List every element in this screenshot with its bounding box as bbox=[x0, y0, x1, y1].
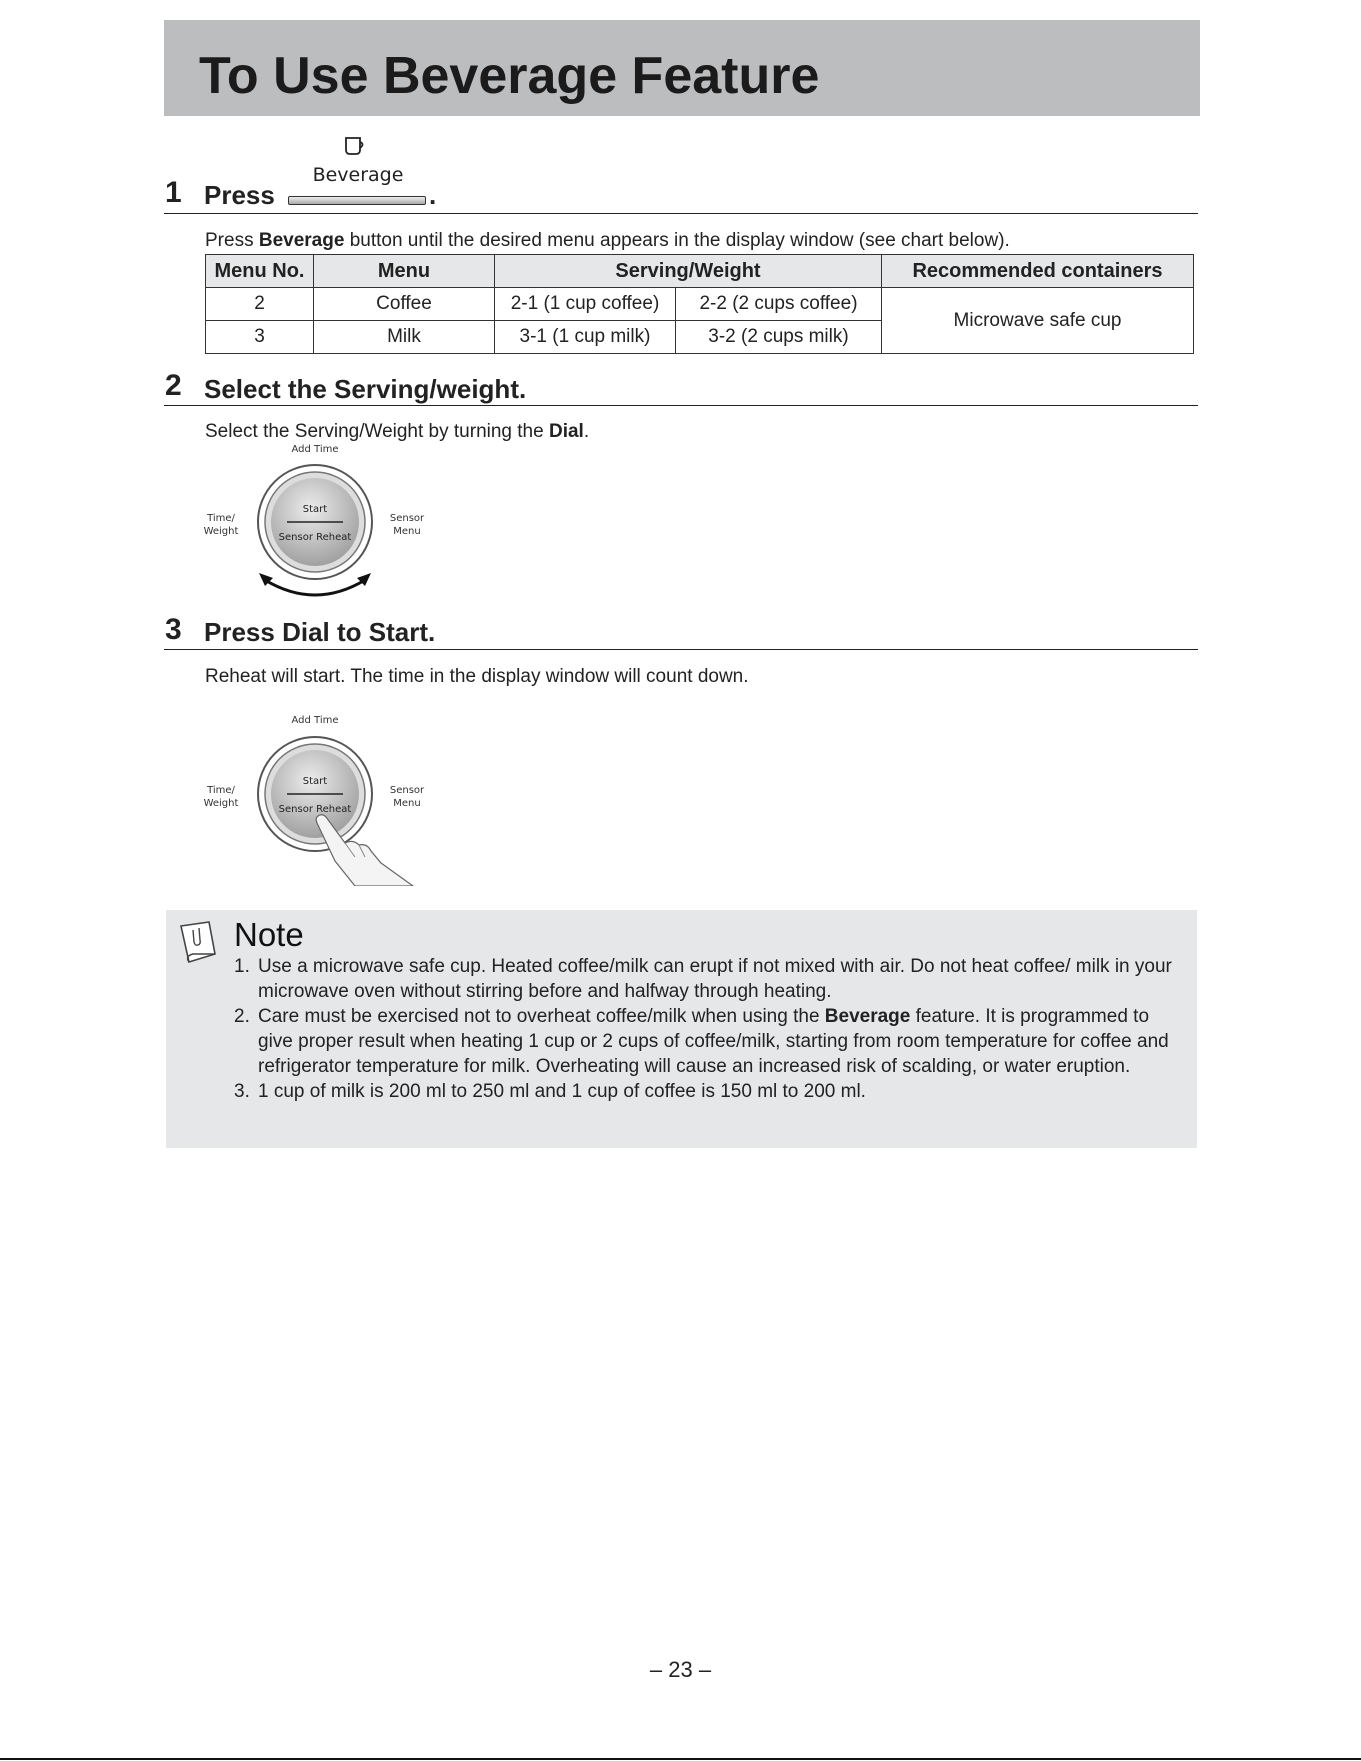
step-1-instructions bbox=[205, 229, 1010, 253]
dial-press-diagram bbox=[195, 711, 435, 886]
step-2-divider bbox=[164, 405, 1198, 406]
add-time-label: Add Time bbox=[291, 715, 339, 726]
sensor-label: Sensor bbox=[389, 513, 425, 524]
cell-container: Microwave safe cup bbox=[882, 288, 1194, 354]
note-item-text-post: feature. It is programmed to give proper result when heating 1 cup or 2 cups of coffee/milk, starting from room temperature for coffee and refrigerator temperature for milk. Overheating will cause an increased risk of scalding, or water eruption. bbox=[258, 1006, 1169, 1077]
step-1-text-post: button until the desired menu appears in the display window (see chart below). bbox=[344, 230, 1010, 251]
table-header-row bbox=[206, 255, 1194, 288]
sensor-reheat-label: Sensor Reheat bbox=[278, 532, 352, 543]
header-menu-no: Menu No. bbox=[206, 255, 314, 288]
step-2-text-pre: Select the Serving/Weight by turning the bbox=[205, 421, 549, 442]
cell-menu-no: 3 bbox=[206, 321, 314, 354]
sensor-reheat-label: Sensor Reheat bbox=[278, 804, 352, 815]
step-1-number: 1 bbox=[165, 176, 182, 209]
list-item bbox=[232, 1079, 1172, 1104]
cup-icon bbox=[344, 136, 366, 156]
step-3-instructions: Reheat will start. The time in the display window will count down. bbox=[205, 666, 749, 687]
step-2-number: 2 bbox=[165, 369, 182, 402]
step-2-text-post: . bbox=[583, 421, 590, 442]
list-item bbox=[232, 954, 1172, 1004]
step-3-heading: Press Dial to Start. bbox=[204, 617, 436, 647]
cell-menu-no: 2 bbox=[206, 288, 314, 321]
page-number: – 23 – bbox=[649, 1657, 712, 1682]
header-recommended-containers: Recommended containers bbox=[882, 255, 1194, 288]
sensor-label: Sensor bbox=[389, 785, 425, 796]
title-banner bbox=[164, 20, 1200, 116]
beverage-menu-table bbox=[205, 254, 1194, 354]
cell-serving-2: 2-2 (2 cups coffee) bbox=[676, 288, 882, 321]
step-1-press-label: Press bbox=[204, 180, 275, 210]
dial-turn-diagram bbox=[195, 440, 435, 606]
start-label: Start bbox=[302, 776, 328, 787]
note-list bbox=[232, 954, 1172, 1104]
note-title: Note bbox=[234, 916, 304, 953]
page-bottom-rule bbox=[0, 1758, 1361, 1760]
finger-press-icon bbox=[316, 815, 413, 886]
note-item-text-pre: Care must be exercised not to overheat coffee/milk when using the bbox=[258, 1006, 825, 1027]
note-item-text: 1 cup of milk is 200 ml to 250 ml and 1 cup of coffee is 150 ml to 200 ml. bbox=[258, 1081, 866, 1102]
step-2-text-bold: Dial bbox=[548, 421, 584, 442]
step-1-divider bbox=[164, 213, 1198, 214]
note-item-number: 1. bbox=[234, 956, 250, 977]
rotate-arrow-icon bbox=[265, 580, 365, 595]
menu-label: Menu bbox=[393, 526, 421, 537]
note-item-text-bold: Beverage bbox=[824, 1006, 911, 1027]
table-row bbox=[206, 288, 1194, 321]
start-label: Start bbox=[302, 504, 328, 515]
cell-serving-2: 3-2 (2 cups milk) bbox=[676, 321, 882, 354]
weight-label: Weight bbox=[203, 526, 239, 537]
time-label: Time/ bbox=[207, 785, 235, 796]
note-item-number: 2. bbox=[234, 1006, 250, 1027]
beverage-button[interactable] bbox=[288, 136, 428, 208]
cell-serving-1: 3-1 (1 cup milk) bbox=[495, 321, 676, 354]
step-2-heading: Select the Serving/weight. bbox=[204, 374, 527, 404]
menu-label: Menu bbox=[393, 798, 421, 809]
weight-label: Weight bbox=[203, 798, 239, 809]
page-title: To Use Beverage Feature bbox=[199, 47, 820, 105]
list-item bbox=[232, 1004, 1172, 1079]
step-1-text-bold: Beverage bbox=[258, 230, 345, 251]
cell-menu: Coffee bbox=[314, 288, 495, 321]
cell-menu: Milk bbox=[314, 321, 495, 354]
note-item-number: 3. bbox=[234, 1081, 250, 1102]
cell-serving-1: 2-1 (1 cup coffee) bbox=[495, 288, 676, 321]
header-menu: Menu bbox=[314, 255, 495, 288]
step-1-period: . bbox=[429, 180, 437, 210]
note-item-text: Use a microwave safe cup. Heated coffee/milk can erupt if not mixed with air. Do not heat coffee/ milk in your microwave oven without stirring before and halfway through heating. bbox=[258, 956, 1172, 1002]
step-3-divider bbox=[164, 649, 1198, 650]
beverage-button-label: Beverage bbox=[312, 164, 404, 186]
time-label: Time/ bbox=[207, 513, 235, 524]
beverage-button-bar[interactable] bbox=[288, 196, 426, 205]
note-pad-icon bbox=[175, 918, 227, 970]
header-serving-weight: Serving/Weight bbox=[495, 255, 882, 288]
add-time-label: Add Time bbox=[291, 444, 339, 455]
step-1-text-pre: Press bbox=[205, 230, 259, 251]
step-3-number: 3 bbox=[165, 613, 182, 646]
